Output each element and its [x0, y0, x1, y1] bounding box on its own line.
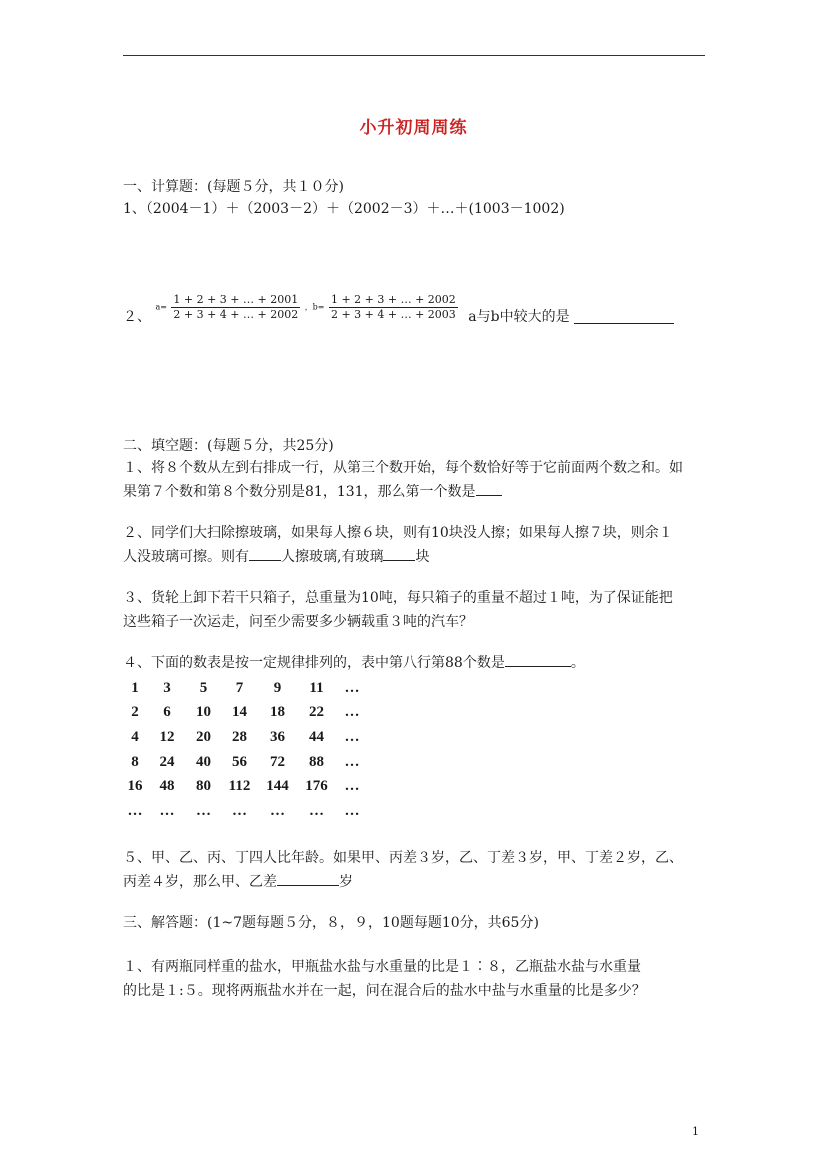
fraction-b	[329, 293, 458, 322]
q2-suffix: a与b中较大的是	[468, 309, 570, 325]
table-cell: …	[270, 802, 285, 819]
a-label: a=	[155, 302, 167, 312]
table-cell: 6	[163, 704, 171, 721]
table-cell: 36	[270, 728, 285, 745]
q2-text-1: 人没玻璃可擦。则有	[123, 549, 249, 565]
table-cell: …	[344, 679, 360, 696]
table-cell: 22	[309, 704, 324, 721]
q4-period: 。	[570, 655, 585, 671]
fraction-b-numerator: 1 + 2 + 3 + … + 2002	[330, 292, 456, 306]
table-cell: 88	[309, 753, 324, 770]
section3-question-1	[123, 955, 708, 1003]
table-cell: 28	[232, 728, 247, 745]
table-cell: 176	[305, 778, 328, 795]
q5-text-1: 丙差４岁，那么甲、乙差	[123, 874, 277, 890]
section1-heading: 一、计算题：(每题５分，共１０分)	[123, 179, 344, 195]
table-cell: 3	[163, 679, 171, 696]
table-cell: 8	[131, 753, 139, 770]
section1-question-2	[123, 288, 674, 326]
table-cell: …	[309, 802, 324, 819]
q3-line-2: 这些箱子一次运走，问至少需要多少辆载重３吨的汽车？	[123, 614, 473, 630]
section2-question-3	[123, 586, 708, 634]
table-cell: 144	[266, 778, 289, 795]
answer-blank-q2	[574, 309, 674, 324]
answer-blank-q5	[277, 871, 339, 886]
fraction-a	[171, 293, 300, 322]
table-cell: 56	[232, 753, 247, 770]
section1-question-1: 1、（2004－1）＋（2003－2）＋（2002－3）＋…＋(1003－1002)	[123, 201, 565, 217]
fraction-a-denominator: 2 + 3 + 4 + … + 2002	[173, 307, 299, 321]
header-rule	[123, 55, 705, 56]
section3-heading: 三、解答题：(1~7题每题５分，８，９，10题每题10分，共65分)	[123, 915, 539, 931]
table-row	[123, 725, 367, 750]
table-cell: …	[232, 802, 247, 819]
q2-text-3: 块	[415, 549, 430, 565]
number-table	[123, 676, 367, 824]
page-number: 1	[692, 1125, 699, 1138]
q2-line-2	[123, 545, 708, 569]
q1-text: 果第７个数和第８个数分别是81，131，那么第一个数是	[123, 484, 476, 500]
table-cell: …	[159, 802, 175, 819]
answer-blank-people	[249, 546, 281, 561]
q5-text-2: 岁	[339, 874, 353, 890]
q1-line-2	[123, 480, 708, 504]
table-cell: 16	[127, 778, 143, 795]
q2-line-1: ２、同学们大扫除擦玻璃，如果每人擦６块，则有10块没人擦；如果每人擦７块，则余１	[123, 525, 673, 541]
table-cell: 72	[270, 753, 285, 770]
table-cell: …	[196, 802, 211, 819]
table-cell: …	[344, 728, 360, 745]
fraction-b-denominator: 2 + 3 + 4 + … + 2003	[330, 307, 456, 321]
table-cell: 2	[131, 704, 139, 721]
table-cell: …	[344, 778, 360, 795]
section2-question-1	[123, 456, 708, 504]
table-cell: 9	[273, 679, 282, 696]
table-row	[123, 676, 367, 701]
table-cell: 48	[159, 778, 175, 795]
s3q1-line-1: １、有两瓶同样重的盐水，甲瓶盐水盐与水重量的比是１∶８，乙瓶盐水盐与水重量	[123, 959, 641, 975]
table-cell: …	[127, 802, 143, 819]
fraction-a-numerator: 1 + 2 + 3 + … + 2001	[173, 292, 299, 306]
table-cell: 10	[196, 704, 211, 721]
table-cell: 112	[228, 778, 251, 795]
section2-heading: 二、填空题：(每题５分，共25分)	[123, 438, 334, 454]
table-cell: 14	[232, 704, 247, 721]
table-cell: 1	[131, 679, 139, 696]
table-row	[123, 774, 367, 799]
page-title: 小升初周周练	[359, 118, 468, 138]
table-cell: 5	[199, 679, 208, 696]
table-row	[123, 701, 367, 726]
table-cell: …	[344, 753, 360, 770]
q5-line-2	[123, 870, 708, 894]
table-cell: 44	[309, 728, 324, 745]
table-cell: 4	[131, 728, 139, 745]
table-cell: 20	[196, 728, 211, 745]
q3-line-1: ３、货轮上卸下若干只箱子，总重量为10吨，每只箱子的重量不超过１吨，为了保证能把	[123, 590, 673, 606]
table-cell: 7	[235, 679, 244, 696]
q5-line-1: ５、甲、乙、丙、丁四人比年龄。如果甲、丙差３岁，乙、丁差３岁，甲、丁差２岁，乙、	[123, 850, 683, 866]
q4-text: ４、下面的数表是按一定规律排列的，表中第八行第88个数是	[123, 655, 505, 671]
b-label: ，b=	[304, 302, 325, 312]
section2-question-5	[123, 846, 708, 894]
table-row	[123, 750, 367, 775]
s3q1-line-2: 的比是１:５。现将两瓶盐水并在一起，问在混合后的盐水中盐与水重量的比是多少？	[123, 983, 646, 999]
table-cell: 80	[196, 778, 211, 795]
answer-blank-q1	[476, 481, 502, 496]
table-cell: 24	[159, 753, 175, 770]
table-cell: …	[344, 802, 360, 819]
table-cell: 40	[196, 753, 211, 770]
section2-question-4	[123, 651, 708, 675]
table-cell: 18	[270, 704, 285, 721]
table-cell: 11	[309, 679, 324, 696]
table-row	[123, 799, 367, 824]
q2-prefix: ２、	[123, 309, 151, 325]
answer-blank-q4	[505, 652, 571, 667]
table-cell: 12	[159, 728, 175, 745]
q1-line-1: １、将８个数从左到右排成一行，从第三个数开始，每个数恰好等于它前面两个数之和。如	[123, 460, 683, 476]
q2-text-2: 人擦玻璃,有玻璃	[281, 549, 384, 565]
table-cell: …	[344, 704, 360, 721]
section2-question-2	[123, 521, 708, 569]
answer-blank-glass	[383, 546, 415, 561]
